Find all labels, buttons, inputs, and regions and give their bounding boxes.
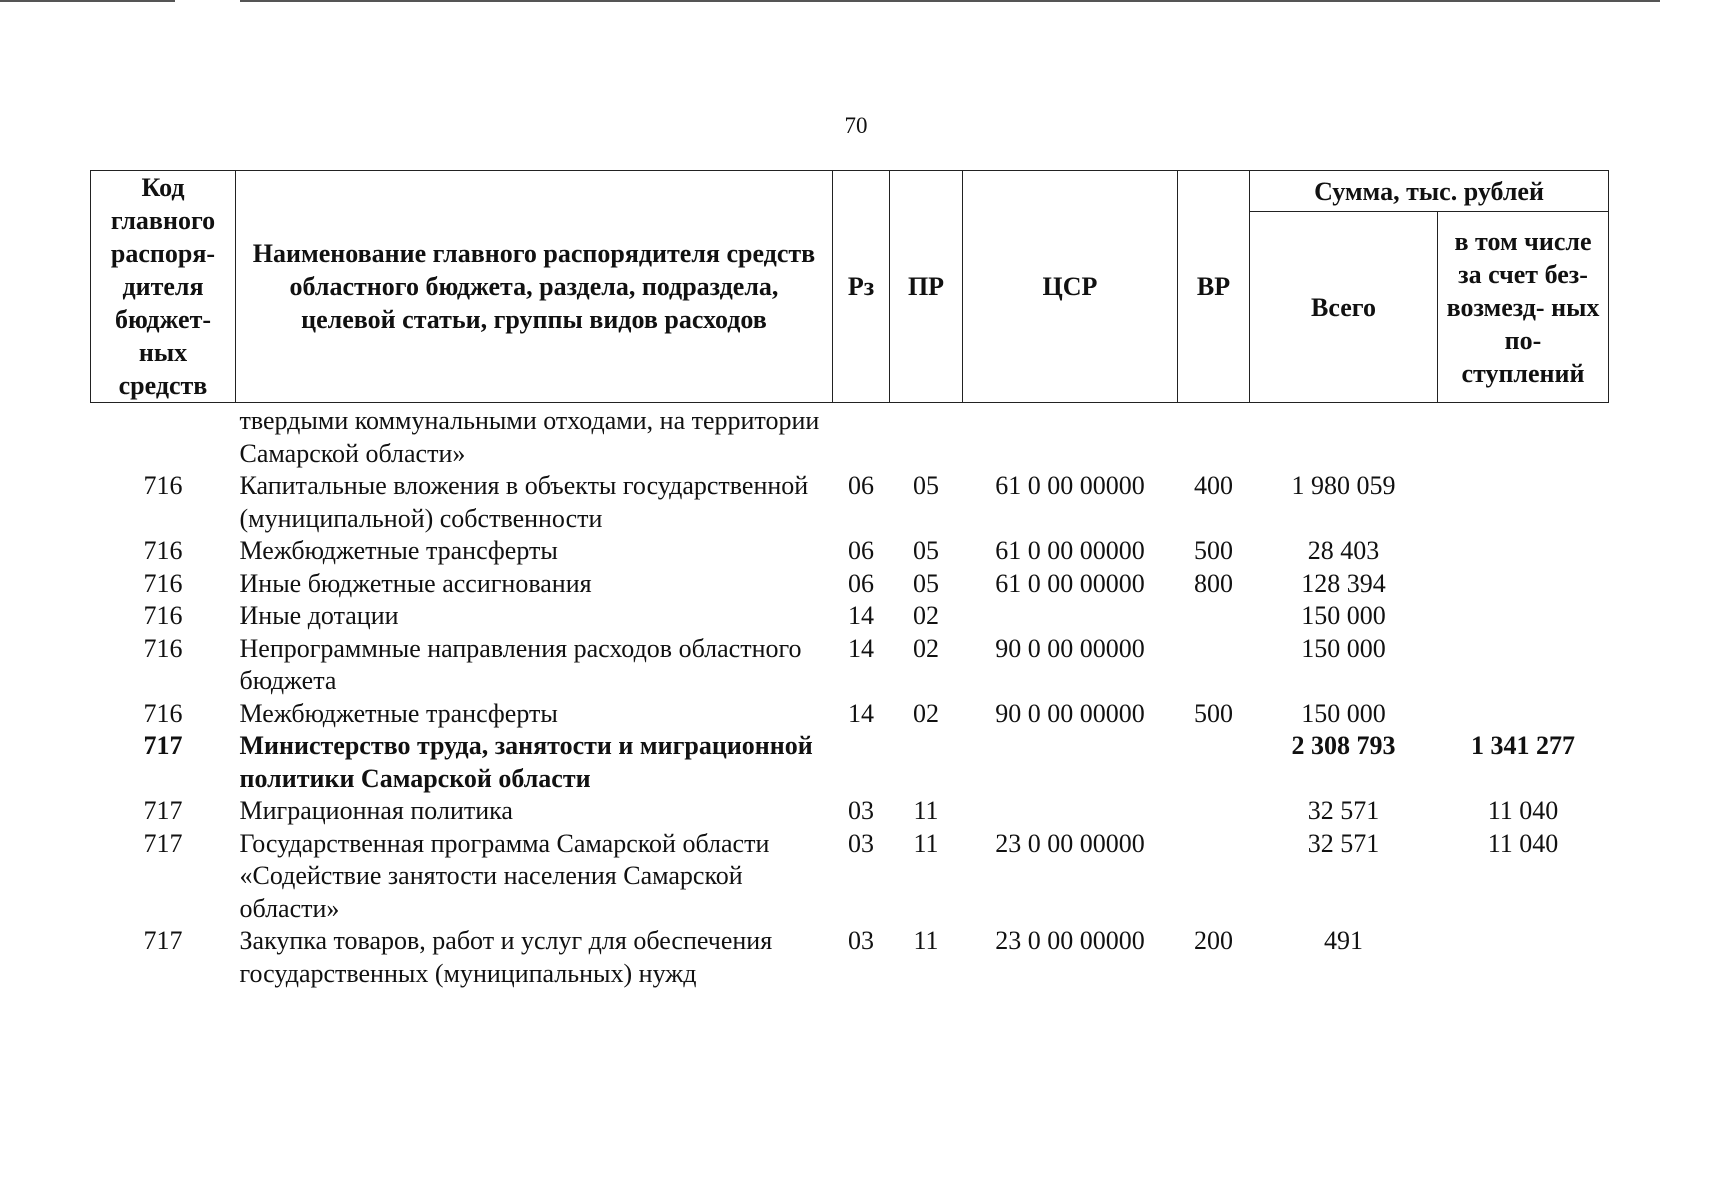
- cell-free-receipts: [1438, 600, 1609, 633]
- table-header: [91, 171, 1609, 403]
- cell-vr: [1178, 730, 1250, 795]
- cell-rz: 03: [848, 828, 874, 858]
- cell-pr: 05: [913, 536, 939, 565]
- cell-free-receipts: [1438, 470, 1609, 535]
- cell-name: Государственная программа Самарской области «Содействие занятости населения Самарской области»: [239, 828, 770, 923]
- cell-free-receipts: [1438, 568, 1609, 601]
- cell-name: Иные дотации: [239, 601, 399, 630]
- table-row: [91, 568, 1609, 601]
- header-code: Код главного распоря- дителя бюджет- ных средств: [91, 171, 236, 403]
- cell-rz: [833, 730, 890, 795]
- cell-csr: 90 0 00 00000: [995, 698, 1145, 728]
- cell-vr: 500: [1194, 698, 1233, 728]
- table-body: [91, 403, 1609, 991]
- cell-csr: 61 0 00 00000: [995, 536, 1145, 565]
- cell-free-receipts: [1438, 535, 1609, 568]
- cell-csr: [963, 600, 1178, 633]
- cell-vr: 800: [1194, 568, 1233, 598]
- cell-total: 150 000: [1301, 633, 1386, 663]
- cell-free-receipts: [1438, 925, 1609, 990]
- cell-code: 717: [143, 828, 183, 858]
- cell-total: 32 571: [1307, 828, 1380, 858]
- cell-rz: 03: [848, 926, 874, 955]
- cell-vr: [1178, 795, 1250, 828]
- cell-code: [91, 403, 236, 471]
- cell-pr: 11: [913, 828, 939, 858]
- cell-pr: 05: [913, 568, 939, 598]
- table-row: [91, 633, 1609, 698]
- header-sum: Сумма, тыс. рублей: [1250, 171, 1609, 212]
- header-pr: ПР: [890, 171, 963, 403]
- cell-free-receipts: [1438, 698, 1609, 731]
- table-row: [91, 795, 1609, 828]
- cell-name: Непрограммные направления расходов областного бюджета: [239, 633, 802, 695]
- table-row: [91, 698, 1609, 731]
- cell-free-receipts: [1438, 633, 1609, 698]
- cell-vr: [1178, 600, 1250, 633]
- cell-pr: 02: [913, 698, 939, 728]
- cell-csr: 23 0 00 00000: [995, 926, 1145, 955]
- cell-csr: [963, 730, 1178, 795]
- cell-rz: 03: [848, 796, 874, 825]
- cell-total: 2 308 793: [1291, 731, 1396, 760]
- cell-pr: 11: [913, 926, 939, 955]
- cell-name: Миграционная политика: [239, 796, 513, 825]
- cell-total: 28 403: [1307, 536, 1380, 565]
- budget-table: [90, 170, 1609, 990]
- cell-csr: 90 0 00 00000: [995, 633, 1145, 663]
- cell-rz: 14: [848, 633, 874, 663]
- cell-name: Иные бюджетные ассигнования: [239, 568, 592, 598]
- cell-free-receipts: 1 341 277: [1471, 731, 1575, 760]
- table-row-ministry: [91, 730, 1609, 795]
- cell-code: 716: [143, 698, 183, 728]
- cell-vr: [1178, 633, 1250, 698]
- header-free-receipts: в том числе за счет без- возмезд- ных по- ступлений: [1438, 212, 1609, 403]
- cell-total: 491: [1324, 926, 1363, 955]
- cell-vr: [1178, 403, 1250, 471]
- cell-vr: 400: [1194, 471, 1233, 500]
- cell-pr: 02: [913, 633, 939, 663]
- cell-total: 150 000: [1301, 601, 1386, 630]
- cell-total: 32 571: [1307, 796, 1380, 825]
- table-row: [91, 828, 1609, 926]
- cell-code: 716: [143, 471, 183, 500]
- cell-rz: [833, 403, 890, 471]
- header-vr: ВР: [1178, 171, 1250, 403]
- table-row: [91, 600, 1609, 633]
- header-csr: ЦСР: [963, 171, 1178, 403]
- cell-csr: 61 0 00 00000: [995, 471, 1145, 500]
- cell-code: 716: [143, 536, 183, 565]
- table-row: [91, 925, 1609, 990]
- cell-rz: 14: [848, 601, 874, 630]
- cell-pr: [890, 403, 963, 471]
- cell-rz: 14: [848, 698, 874, 728]
- table-row: [91, 470, 1609, 535]
- cell-csr: [963, 795, 1178, 828]
- cell-name: Министерство труда, занятости и миграционной политики Самарской области: [239, 731, 813, 793]
- cell-free-receipts: 11 040: [1487, 828, 1559, 858]
- cell-csr: 23 0 00 00000: [995, 828, 1145, 858]
- scan-edge-line-center: [240, 0, 1660, 2]
- cell-total: 1 980 059: [1291, 471, 1396, 500]
- cell-rz: 06: [848, 568, 874, 598]
- cell-free-receipts: [1438, 403, 1609, 471]
- header-total: Всего: [1250, 212, 1438, 403]
- cell-csr: [963, 403, 1178, 471]
- cell-total: 150 000: [1301, 698, 1386, 728]
- cell-pr: [890, 730, 963, 795]
- cell-vr: 500: [1194, 536, 1233, 565]
- cell-code: 717: [143, 731, 183, 760]
- header-name: Наименование главного распорядителя средств областного бюджета, раздела, подраздела, целевой статьи, группы видов расходов: [236, 171, 833, 403]
- cell-code: 717: [143, 796, 183, 825]
- page-number: 70: [844, 113, 868, 138]
- cell-name: твердыми коммунальными отходами, на территории Самарской области»: [239, 406, 820, 468]
- cell-total: [1250, 403, 1438, 471]
- cell-vr: 200: [1194, 926, 1233, 955]
- cell-name: Капитальные вложения в объекты государственной (муниципальной) собственности: [239, 471, 809, 533]
- cell-rz: 06: [848, 536, 874, 565]
- cell-pr: 11: [913, 796, 939, 825]
- cell-name: Закупка товаров, работ и услуг для обеспечения государственных (муниципальных) нужд: [239, 926, 773, 988]
- cell-code: 716: [143, 601, 183, 630]
- cell-vr: [1178, 828, 1250, 926]
- cell-free-receipts: 11 040: [1487, 796, 1559, 825]
- header-rz: Рз: [833, 171, 890, 403]
- table-row: [91, 403, 1609, 471]
- scan-edge-line-left: [0, 0, 175, 2]
- cell-pr: 05: [913, 471, 939, 500]
- table-row: [91, 535, 1609, 568]
- cell-total: 128 394: [1301, 568, 1386, 598]
- cell-csr: 61 0 00 00000: [995, 568, 1145, 598]
- cell-name: Межбюджетные трансферты: [239, 698, 558, 728]
- cell-rz: 06: [848, 471, 874, 500]
- cell-pr: 02: [913, 601, 939, 630]
- cell-code: 716: [143, 568, 183, 598]
- cell-name: Межбюджетные трансферты: [239, 536, 558, 565]
- cell-code: 716: [143, 633, 183, 663]
- cell-code: 717: [143, 926, 183, 955]
